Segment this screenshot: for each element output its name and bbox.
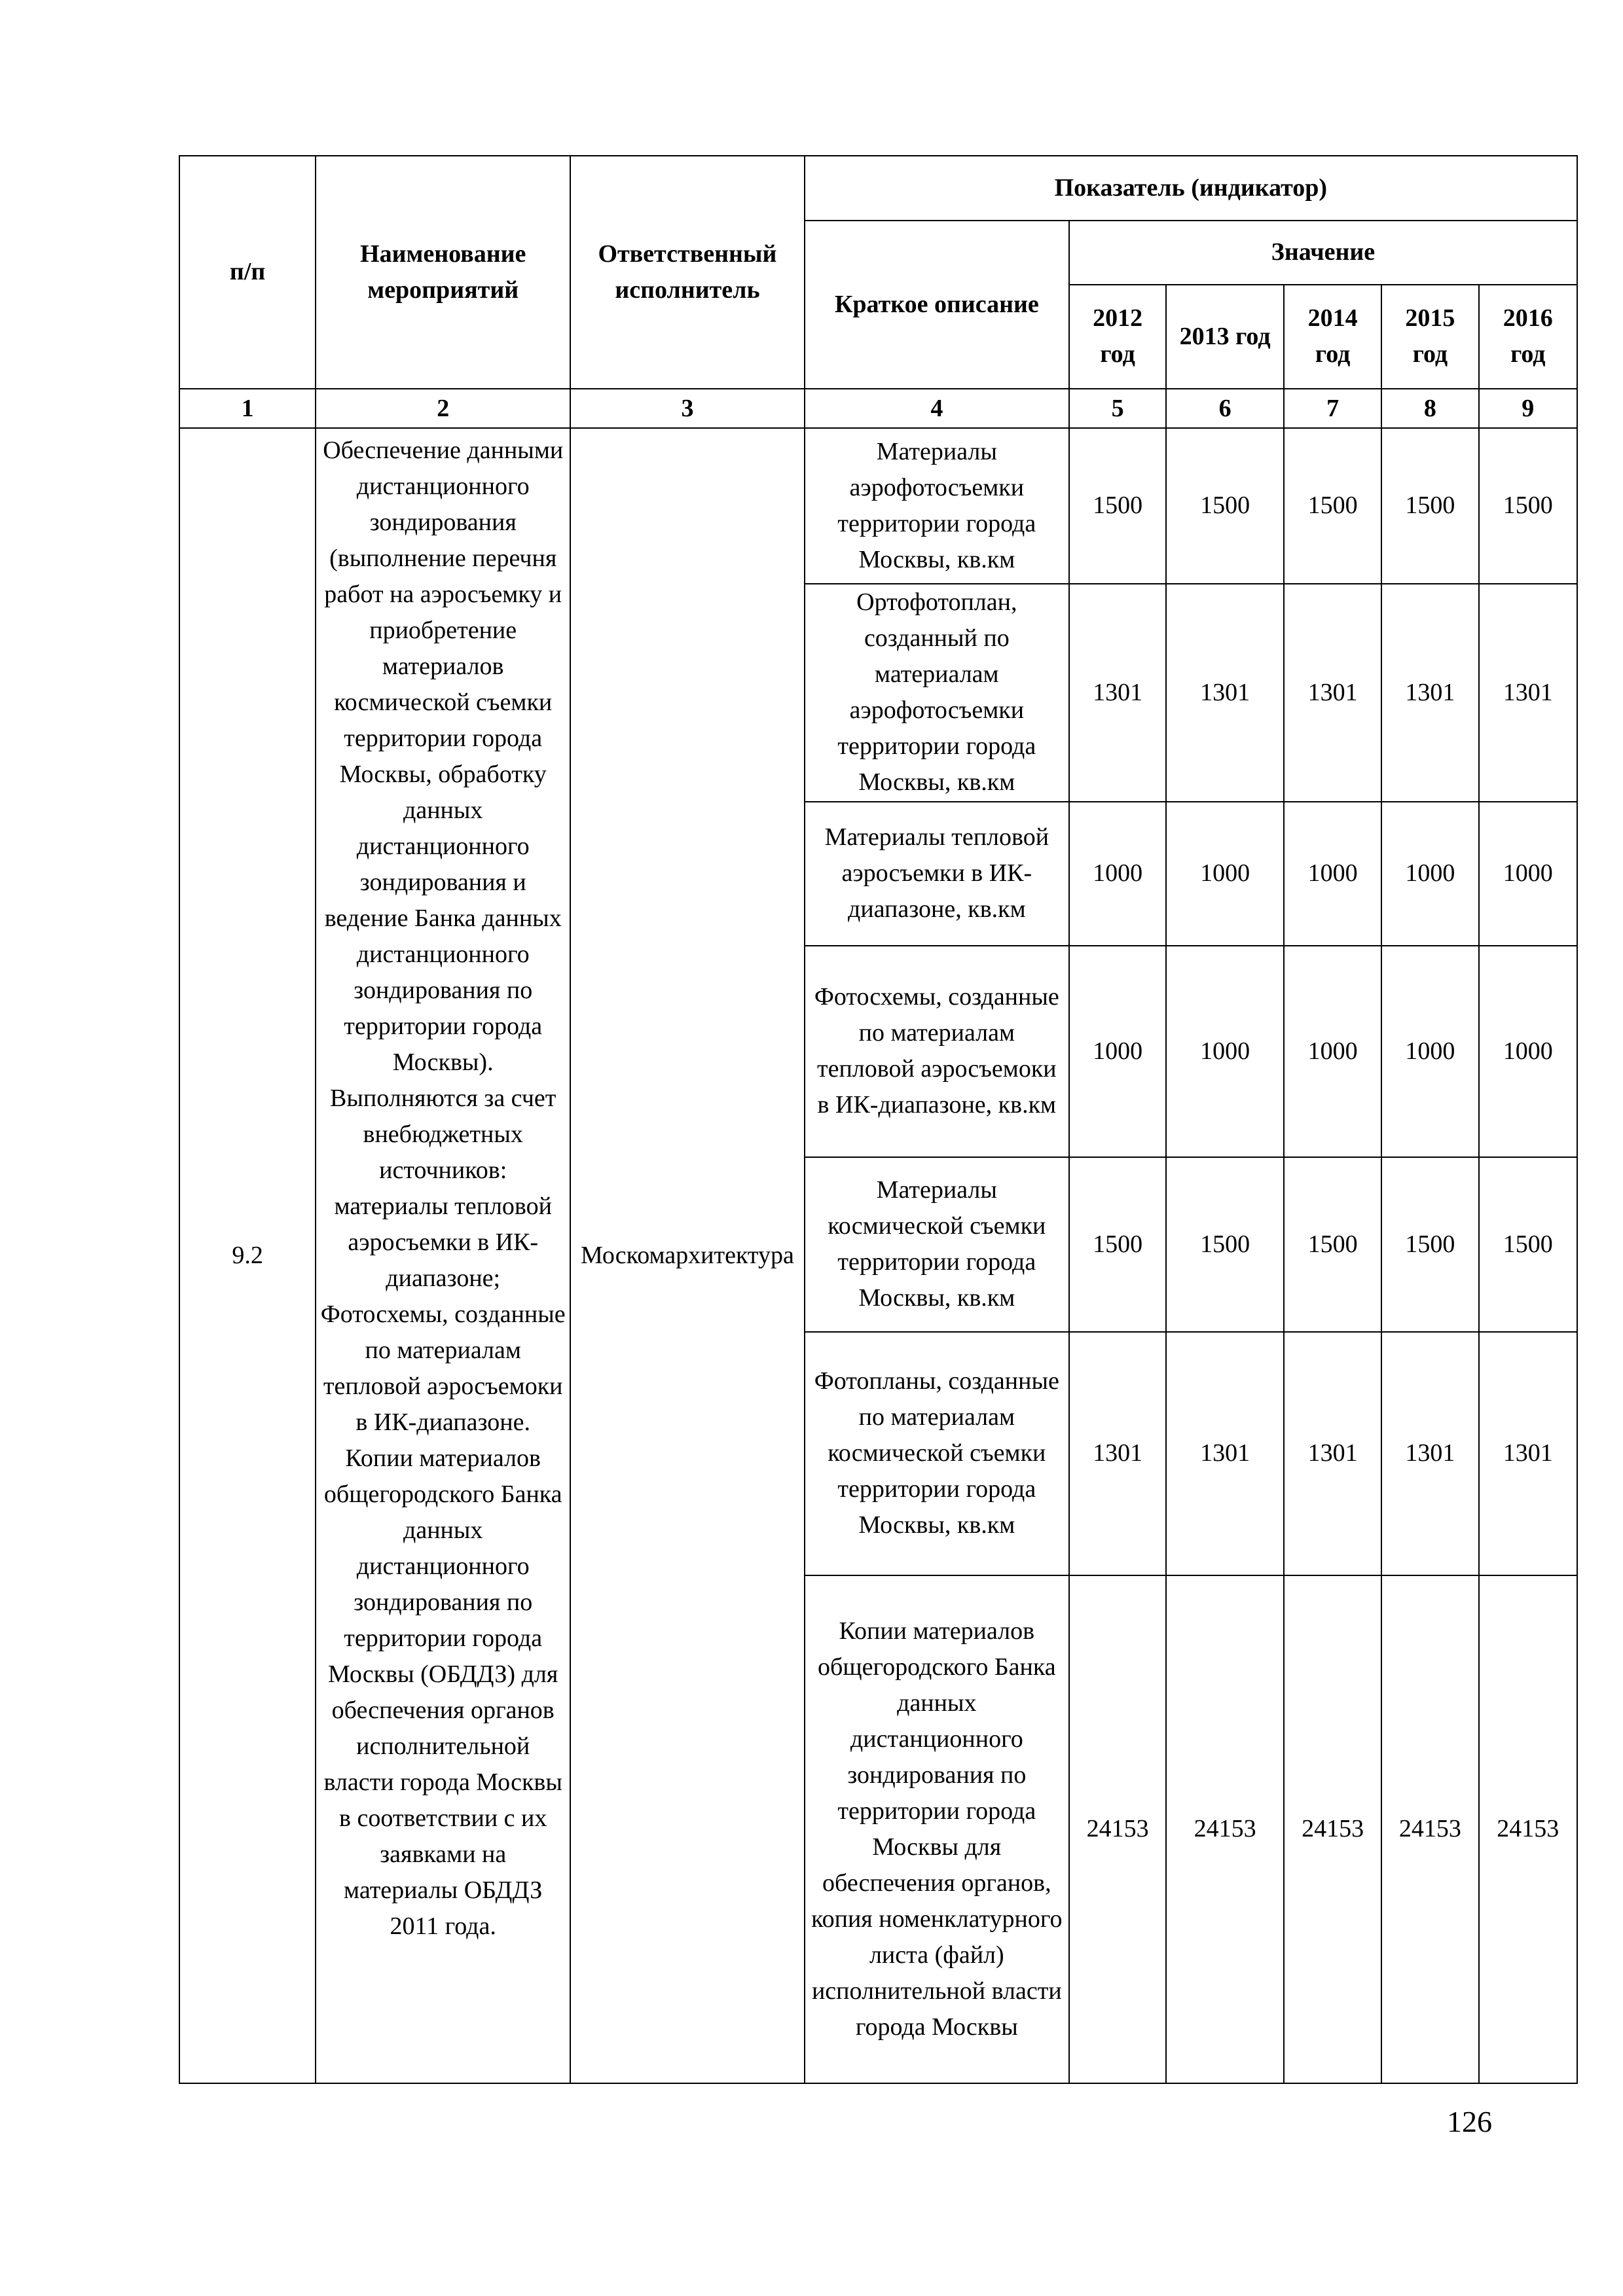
row-value: 24153 bbox=[1069, 1575, 1166, 2083]
item-name: Обеспечение данными дистанционного зондирования (выполнение перечня работ на аэросъемку и приобретение материалов космической съемки территории города Москвы, обработку данных дистанционного зондирования и ведение Банка данных дистанционного зондирования по территории города Москвы). Выполняются за счет внебюджетных источников: материалы тепловой аэросъемки в ИК-диапазоне; Фотосхемы, созданные по материалам тепловой аэросъемоки в ИК-диапазоне. Копии материалов общегородского Банка данных дистанционного зондирования по территории города Москвы (ОБДДЗ) для обеспечения органов исполнительной власти города Москвы в соответствии с их заявками на материалы ОБДДЗ 2011 года. bbox=[316, 428, 570, 2083]
row-value: 1301 bbox=[1479, 584, 1577, 802]
row-value: 1301 bbox=[1381, 1332, 1478, 1575]
row-value: 1000 bbox=[1479, 802, 1577, 945]
item-number: 9.2 bbox=[179, 428, 316, 2083]
column-number: 7 bbox=[1284, 389, 1381, 428]
row-value: 1000 bbox=[1166, 802, 1284, 945]
row-value: 1500 bbox=[1284, 1157, 1381, 1331]
page-number: 126 bbox=[1447, 2105, 1492, 2138]
row-value: 1500 bbox=[1284, 428, 1381, 583]
row-value: 1500 bbox=[1479, 1157, 1577, 1331]
column-number: 8 bbox=[1381, 389, 1478, 428]
header-year-2016: 2016 год bbox=[1479, 285, 1577, 389]
row-value: 1500 bbox=[1069, 1157, 1166, 1331]
row-description: Копии материалов общегородского Банка данных дистанционного зондирования по территории города Москвы для обеспечения органов, копия номенклатурного листа (файл) исполнительной власти города Москвы bbox=[805, 1575, 1069, 2083]
column-number: 9 bbox=[1479, 389, 1577, 428]
column-number: 4 bbox=[805, 389, 1069, 428]
row-value: 1500 bbox=[1166, 1157, 1284, 1331]
row-value: 1500 bbox=[1479, 428, 1577, 583]
row-value: 1301 bbox=[1284, 584, 1381, 802]
indicator-table bbox=[179, 155, 1578, 2084]
row-description: Фотопланы, созданные по материалам космической съемки территории города Москвы, кв.км bbox=[805, 1332, 1069, 1575]
header-year-2015: 2015 год bbox=[1381, 285, 1478, 389]
row-value: 24153 bbox=[1381, 1575, 1478, 2083]
row-value: 1301 bbox=[1166, 584, 1284, 802]
header-year-2013: 2013 год bbox=[1166, 285, 1284, 389]
row-value: 24153 bbox=[1166, 1575, 1284, 2083]
row-value: 1000 bbox=[1069, 802, 1166, 945]
row-description: Фотосхемы, созданные по материалам тепловой аэросъемоки в ИК-диапазоне, кв.км bbox=[805, 946, 1069, 1158]
row-value: 1000 bbox=[1166, 946, 1284, 1158]
column-number: 3 bbox=[570, 389, 805, 428]
header-responsible: Ответственный исполнитель bbox=[570, 156, 805, 389]
row-value: 1301 bbox=[1069, 584, 1166, 802]
row-value: 1301 bbox=[1284, 1332, 1381, 1575]
column-number: 2 bbox=[316, 389, 570, 428]
header-description: Краткое описание bbox=[805, 221, 1069, 389]
header-value: Значение bbox=[1069, 221, 1577, 285]
header-num: п/п bbox=[179, 156, 316, 389]
row-value: 1000 bbox=[1284, 802, 1381, 945]
row-value: 1301 bbox=[1381, 584, 1478, 802]
row-value: 1500 bbox=[1381, 1157, 1478, 1331]
row-value: 1000 bbox=[1284, 946, 1381, 1158]
header-year-2012: 2012 год bbox=[1069, 285, 1166, 389]
column-number: 6 bbox=[1166, 389, 1284, 428]
row-value: 1500 bbox=[1166, 428, 1284, 583]
row-value: 1000 bbox=[1069, 946, 1166, 1158]
row-description: Материалы аэрофотосъемки территории города Москвы, кв.км bbox=[805, 428, 1069, 583]
header-name: Наименование мероприятий bbox=[316, 156, 570, 389]
row-value: 1301 bbox=[1069, 1332, 1166, 1575]
item-responsible: Москомархитектура bbox=[570, 428, 805, 2083]
row-description: Материалы тепловой аэросъемки в ИК-диапазоне, кв.км bbox=[805, 802, 1069, 945]
row-value: 1000 bbox=[1381, 946, 1478, 1158]
header-indicator: Показатель (индикатор) bbox=[805, 156, 1577, 221]
row-value: 1301 bbox=[1166, 1332, 1284, 1575]
row-value: 1301 bbox=[1479, 1332, 1577, 1575]
row-value: 1500 bbox=[1381, 428, 1478, 583]
row-value: 1500 bbox=[1069, 428, 1166, 583]
row-value: 24153 bbox=[1284, 1575, 1381, 2083]
column-number: 5 bbox=[1069, 389, 1166, 428]
row-value: 24153 bbox=[1479, 1575, 1577, 2083]
table-row bbox=[179, 428, 1577, 583]
header-year-2014: 2014 год bbox=[1284, 285, 1381, 389]
row-description: Ортофотоплан, созданный по материалам аэрофотосъемки территории города Москвы, кв.км bbox=[805, 584, 1069, 802]
row-value: 1000 bbox=[1381, 802, 1478, 945]
row-value: 1000 bbox=[1479, 946, 1577, 1158]
row-description: Материалы космической съемки территории города Москвы, кв.км bbox=[805, 1157, 1069, 1331]
column-number: 1 bbox=[179, 389, 316, 428]
